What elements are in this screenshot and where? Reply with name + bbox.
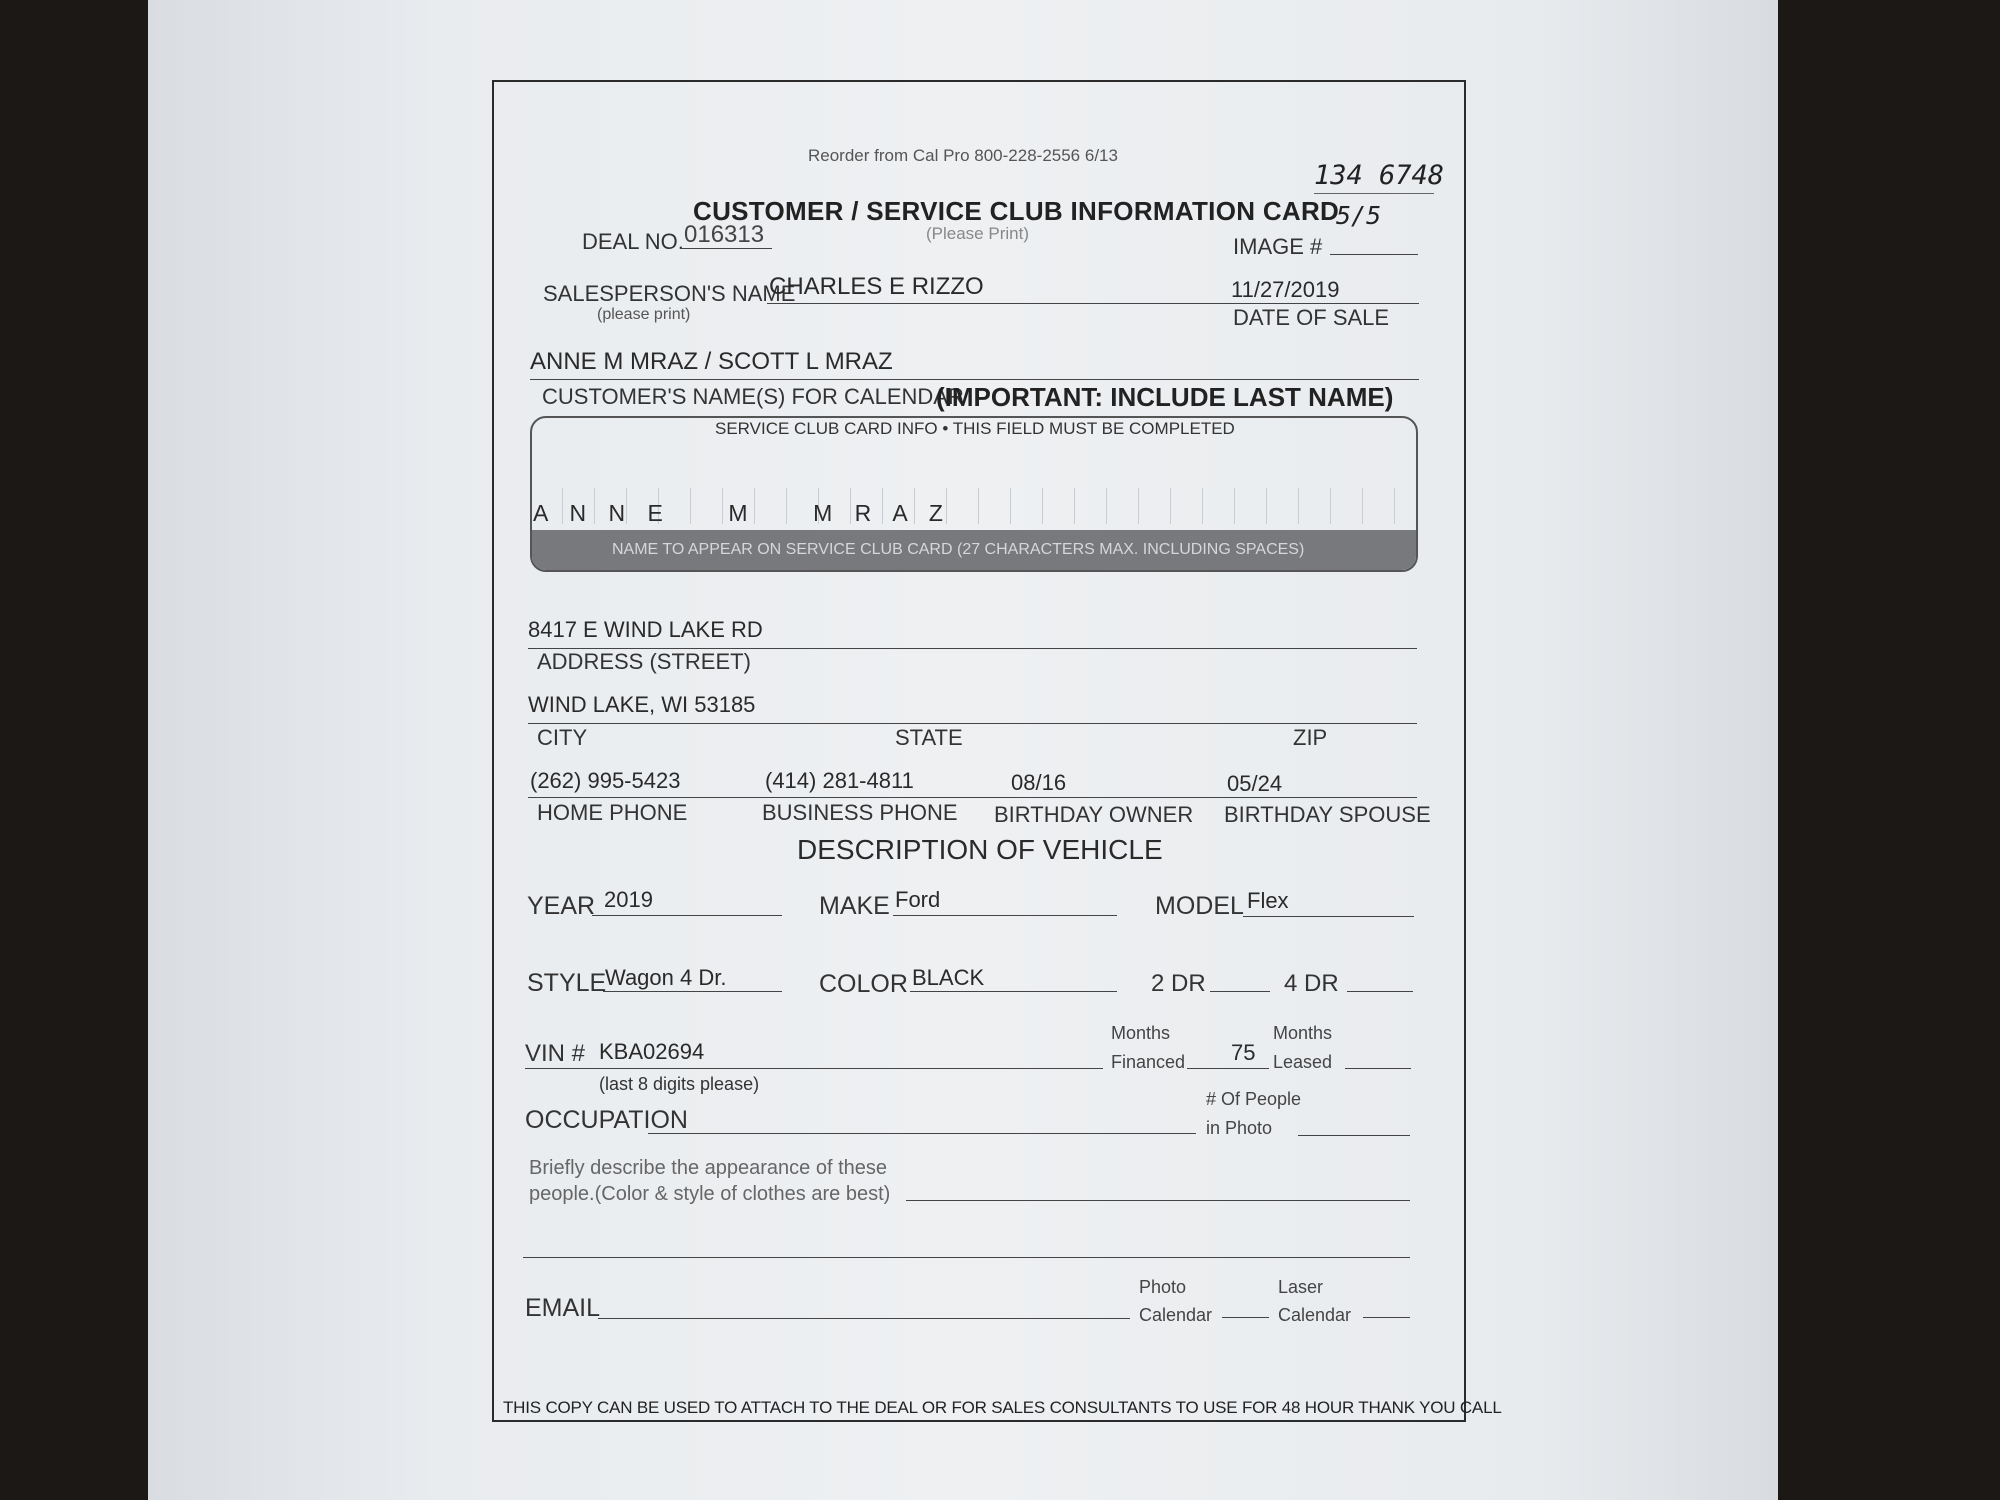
months-financed-label-2: Financed [1111, 1052, 1186, 1072]
year-line [592, 915, 782, 916]
style-value[interactable]: Wagon 4 Dr. [605, 965, 727, 990]
home-phone-label: HOME PHONE [537, 800, 688, 825]
phones-line [528, 797, 1417, 798]
birthday-spouse-value[interactable]: 05/24 [1227, 771, 1283, 796]
vin-note: (last 8 digits please) [599, 1074, 760, 1094]
state-label: STATE [895, 725, 963, 750]
two-door-label: 2 DR [1151, 970, 1206, 997]
image-no-line[interactable] [1330, 254, 1418, 255]
city-label: CITY [537, 725, 588, 750]
business-phone-label: BUSINESS PHONE [762, 800, 958, 825]
months-financed-line [1187, 1068, 1269, 1069]
months-leased-label-1: Months [1273, 1023, 1333, 1043]
birthday-owner-label: BIRTHDAY OWNER [994, 802, 1194, 827]
people-line[interactable] [1298, 1135, 1410, 1136]
city-line [528, 723, 1417, 724]
describe-line-2: people.(Color & style of clothes are best) [529, 1183, 891, 1205]
laser-calendar-label-2: Calendar [1278, 1305, 1352, 1325]
deal-no-label: DEAL NO. [582, 229, 684, 254]
street-label: ADDRESS (STREET) [537, 649, 751, 674]
zip-label: ZIP [1293, 725, 1328, 750]
footer-note: THIS COPY CAN BE USED TO ATTACH TO THE DEAL OR FOR SALES CONSULTANTS TO USE FOR 48 HOUR THANK YOU CALL [503, 1398, 1502, 1417]
vin-label: VIN # [525, 1040, 586, 1067]
year-label: YEAR [527, 892, 596, 920]
photo-calendar-label-1: Photo [1139, 1277, 1187, 1297]
model-line [1243, 916, 1414, 917]
make-value[interactable]: Ford [895, 887, 941, 912]
date-of-sale-label: DATE OF SALE [1233, 305, 1390, 330]
style-label: STYLE [527, 969, 607, 997]
two-door-line[interactable] [1210, 991, 1270, 992]
model-value[interactable]: Flex [1247, 888, 1289, 913]
deal-no-line [682, 248, 772, 249]
reorder-note: Reorder from Cal Pro 800-228-2556 6/13 [808, 146, 1118, 165]
business-phone-value[interactable]: (414) 281-4811 [765, 768, 914, 793]
four-door-label: 4 DR [1284, 970, 1339, 997]
customer-names-label: CUSTOMER'S NAME(S) FOR CALENDAR [542, 384, 964, 409]
make-line [893, 915, 1117, 916]
birthday-owner-value[interactable]: 08/16 [1011, 770, 1067, 795]
describe-line-1: Briefly describe the appearance of these [529, 1157, 887, 1179]
image-no-label: IMAGE # [1233, 234, 1323, 259]
street-value[interactable]: 8417 E WIND LAKE RD [528, 617, 763, 642]
date-of-sale-value[interactable]: 11/27/2019 [1231, 277, 1340, 302]
people-label-2: in Photo [1206, 1118, 1273, 1138]
year-value[interactable]: 2019 [604, 887, 653, 912]
city-value[interactable]: WIND LAKE, WI 53185 [528, 692, 756, 717]
people-label-1: # Of People [1206, 1089, 1302, 1109]
make-label: MAKE [819, 892, 890, 920]
handwritten-fraction: 5/5 [1336, 201, 1382, 230]
form-title: CUSTOMER / SERVICE CLUB INFORMATION CARD [693, 196, 1340, 226]
email-line[interactable] [598, 1318, 1130, 1319]
occupation-line[interactable] [648, 1133, 1196, 1134]
months-financed-label-1: Months [1111, 1023, 1171, 1043]
laser-calendar-line[interactable] [1363, 1317, 1410, 1318]
deal-no-value[interactable]: 016313 [684, 221, 765, 248]
service-club-header: SERVICE CLUB CARD INFO • THIS FIELD MUST BE COMPLETED [715, 419, 1235, 438]
describe-extra-line[interactable] [523, 1257, 1410, 1258]
describe-line[interactable] [906, 1200, 1410, 1201]
salesperson-line [767, 303, 1419, 304]
vin-line [525, 1068, 1103, 1069]
home-phone-value[interactable]: (262) 995-5423 [530, 768, 681, 793]
salesperson-label: SALESPERSON'S NAME [543, 281, 796, 306]
months-leased-line[interactable] [1345, 1068, 1411, 1069]
email-label: EMAIL [525, 1294, 601, 1322]
four-door-line[interactable] [1347, 991, 1413, 992]
important-note: (IMPORTANT: INCLUDE LAST NAME) [936, 382, 1394, 412]
handwritten-underline [1314, 193, 1434, 194]
model-label: MODEL [1155, 892, 1244, 920]
salesperson-sublabel: (please print) [597, 306, 691, 323]
service-club-footer-text: NAME TO APPEAR ON SERVICE CLUB CARD (27 CHARACTERS MAX. INCLUDING SPACES) [612, 541, 1305, 558]
customer-names-value[interactable]: ANNE M MRAZ / SCOTT L MRAZ [530, 348, 893, 375]
photo-calendar-label-2: Calendar [1139, 1305, 1213, 1325]
customer-names-line [530, 379, 1419, 380]
color-value[interactable]: BLACK [912, 965, 985, 990]
handwritten-number: 134 6748 [1314, 160, 1445, 191]
vehicle-section-title: DESCRIPTION OF VEHICLE [797, 834, 1163, 865]
birthday-spouse-label: BIRTHDAY SPOUSE [1224, 802, 1431, 827]
laser-calendar-label-1: Laser [1278, 1277, 1324, 1297]
style-line [603, 991, 782, 992]
please-print-note: (Please Print) [926, 224, 1029, 243]
color-label: COLOR [819, 970, 908, 998]
months-leased-label-2: Leased [1273, 1052, 1333, 1072]
salesperson-value[interactable]: CHARLES E RIZZO [769, 273, 984, 300]
service-club-name[interactable]: A N N E M M R A Z [533, 500, 951, 526]
occupation-label: OCCUPATION [525, 1106, 688, 1134]
color-line [910, 991, 1117, 992]
photo-calendar-line[interactable] [1222, 1317, 1269, 1318]
vin-value[interactable]: KBA02694 [599, 1039, 705, 1064]
months-financed-value[interactable]: 75 [1231, 1040, 1256, 1065]
